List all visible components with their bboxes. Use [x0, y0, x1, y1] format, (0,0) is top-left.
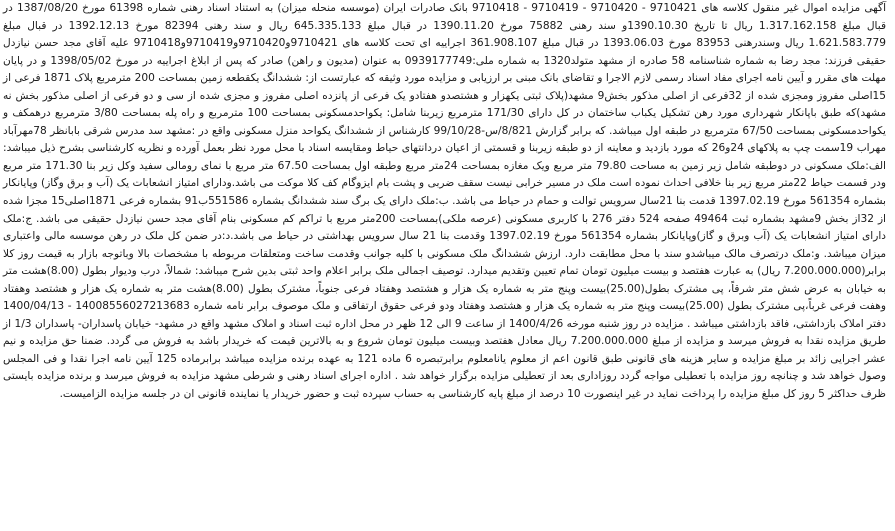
- auction-notice-text: آگهی مزایده اموال غیر منقول کلاسه های 9710421 - 9710420 - 9710419 - 9710418 بانک صادرات ایران (موسسه منحله میزان) به استناد اسناد رهنی شماره 61398 مورخ 1387/08/20 در قبال مبلغ 1.317.162.158 ریال تا تاریخ 1390.10.30و سند رهنی 75882 مورخ 1390.11.20 در قبال مبلغ 645.335.133 ریال و سند رهنی 82394 مورخ 1392.12.13 در قبال مبلغ 1.621.583.779 ریال وسندرهنی 83953 مورخ 1393.06.03 در قبال مبلغ 361.908.107 اجراییه ای تحت کلاسه های 9710421و9710420و9710419و9710418 علیه آقای مجد حسن نیازدل حقیقی فرزند: مجد رضا به شماره شناسنامه 58 صادره از مشهد متولد1320 به شماره ملی:0939177749 به عنوان (مدیون و راهن) صادر که پس از ابلاغ اجراییه در مورخ 1398/05/02 و در پایان مهلت های مقرر و آیین نامه اجرای مفاد اسناد رسمی لازم الاجرا و تقاضای بانک مبنی بر ارزیابی و مزایده مورد وثیقه که عبارتست از: ششدانگ یکقطعه زمین بمساحت 200 مترمربع پلاک 1871 فرعی از 15اصلی مفروز ومجزی شده از 32فرعی از اصلی مذکور بخش9 مشهد(پلاک ثبتی یکهزار و هشتصدو هفتادو یک فرعی از پانزده اصلی مفروز و مجزی شده از سی و دو فرعی از اصلی مذکور بخش نه مشهد)که طبق باپانکار شهرداری مورد رهن تشکیل یکباب ساختمان در کل دارای 171/30 مترمربع زیربنا شامل: یکواحدمسکونی بمساحت 100 مترمربع و راه پله بمساحت 3/80 مترمربع درهمکف و یکواحدمسکونی بمساحت 67/50 مترمربع در طبقه اول میباشد. که برابر گزارش 8/821/س-99/10/28 کارشناس از ششدانگ یکواحد منزل مسکونی واقع در :مشهد سد مدرس شرقی بابانظر 78مهرآباد مهراب 19سمت چپ به پلاکهای 24و26 که مورد بازدید و معاینه از دو طبقه زیربنا و قسمتی از اعیان دردانتهای حیاط ومقایسه اسناد با محل مورد نظر بعمل آورده و نظریه کارشناسی بشرح ذیل میباشد: الف:ملک مسکونی در دوطبقه شامل زیر زمین به مساحت 79.80 متر مربع ویک مغازه بمساحت 24متر مربع وطبقه اول بمساحت 67.50 متر مربع با نمای رومالی سفید وکل زیر بنا 171.30 متر مربع ودر قسمت حیاط 22متر مربع زیر بنا خلافی احداث نموده است ملک در مسیر خرابی نیست سقف ضربی و پشت بام ایزوگام کف کلا موکت می باشد.ودارای امتیاز انشعابات یک (آب و برق وگاز) وپایانکار بشماره 561354 مورخ 1397.02.19 قدمت بنا 21سال سرویس توالت و حمام در حیاط می باشد. ب:ملک دارای یک برگ سند ششدانگ بشماره 551586ب91 بشماره فرعی 1871اصلی15 مجزا شده از 32از بخش 9مشهد بشماره ثبت 49464 صفحه 524 دفتر 276 با کاربری مسکونی (عرصه ملکی)بمساحت 200متر مربع با تراکم کم مسکونی بنام آقای مجد حسن نیازدل حقیقی می باشد. ج:ملک دارای امتیاز انشعابات یک (آب وبرق و گاز)وپایانکار بشماره 561354 مورخ 1397.02.19 وقدمت بنا 21 سال سرویس بهداشتی در حیاط می باشد.د:در ضمن کل ملک در رهن موسسه مالی واعتباری میزان میباشد. و:ملک درتصرف مالک میباشدو سند با محل مطابقت دارد. ارزش ششدانگ ملک مسکونی با کلیه جوانب وقدمت ساخت ومتعلقات مربوطه با مشخصات بالا وباتوجه بازار به قیمت روز کلا برابر(7.200.000.000 ریال) به عبارت هفتصد و بیست میلیون تومان تمام تعیین وتقدیم میدارد. توصیف اجمالی ملک برابر اعلام واحد ثبتی بدین شرح میباشد: شمالاً، درب وديوار بطول (8.00)هشت متر به خيابان به عرض شش متر شرقاً، پی مشترک بطول(25.00)بیست وپنج متر به شماره یک هزار و هشتصد وهفتاد فرعی جنوباً، مشترک بطول (8.00)هشت متر به شماره یک هزار و هشتصد وهفتاد وهفت فرعی غرباً،پی مشترک بطول (25.00)بیست وپنج متر به شماره یک هزار و هشتصد وهفتاد ودو فرعی حقوق ارتفاقی و ملک موصوف برابر نامه شماره 14008556027213683 - 1400/04/13 دفتر املاک بازداشتی، فاقد بازداشتی میباشد . مزایده در روز شنبه مورخه 1400/4/26 از ساعت 9 الی 12 ظهر در محل اداره ثبت اسناد و املاک مشهد واقع در مشهد- خیابان پاسداران- پاسداران 1/3 از طریق مزایده نقدا به فروش میرسد و مزایده از مبلغ 7.200.000.000 ریال معادل هفتصد وبیست میلیون تومان شروع و به بالاترین قیمت که خریدار باشد به فروش می گردد. ضمنا حق مزایده و نیم عشر اجرایی زائد بر مبلغ مزایده و سایر هزینه های قانونی طبق قانون اعم از معلوم یانامعلوم برابرتبصره 6 ماده 121 به عهده برنده مزایده میباشد برابرماده 125 آیین نامه اجرا نقدا و فی المجلس وصول خواهد شد و چنانچه روز مزایده با تعطیلی مواجه گردد روزاداری بعد از تعطیلی مزایده برگزار خواهد شد . اداره اجرای اسناد رهنی و شرطی مشهد مزایده به فروش میرسد و برنده مزایده بایستی ظرف حداکثر 5 روز کل مبلغ مزایده را پرداخت نماید در غیر اینصورت 10 درصد از مبلغ پایه کارشناسی به حساب سپرده ثبت و حضور خریدار یا نماینده قانونی ان در جلسه مزایده الزامیست.: [3, 2, 887, 401]
